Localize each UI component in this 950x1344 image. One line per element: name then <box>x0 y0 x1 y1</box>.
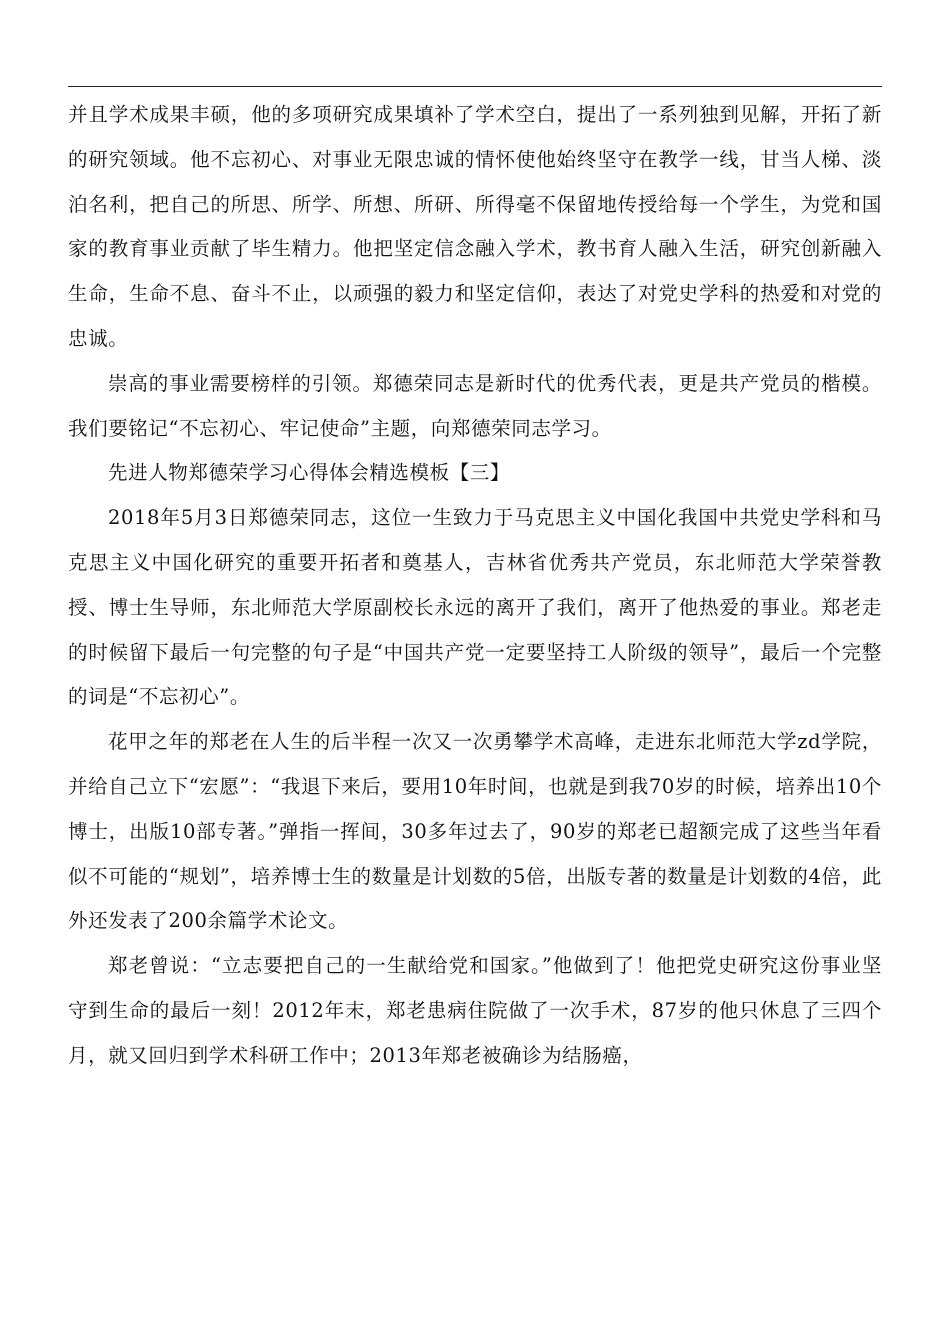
paragraph-passing: 2018年5月3日郑德荣同志，这位一生致力于马克思主义中国化我国中共党史学科和马克思主义中国化研究的重要开拓者和奠基人，吉林省优秀共产党员，东北师范大学荣誉教授、博士生导师，东北师范大学原副校长永远的离开了我们，离开了他热爱的事业。郑老走的时候留下最后一句完整的句子是“中国共产党一定要坚持工人阶级的领导”，最后一个完整的词是“不忘初心”。 <box>68 506 882 709</box>
document-body <box>68 93 882 1079</box>
section-heading: 先进人物郑德荣学习心得体会精选模板【三】 <box>108 461 511 485</box>
paragraph-continued: 并且学术成果丰硕，他的多项研究成果填补了学术空白，提出了一系列独到见解，开拓了新的研究领域。他不忘初心、对事业无限忠诚的情怀使他始终坚守在教学一线，甘当人梯、淡泊名利，把自己的所思、所学、所想、所研、所得毫不保留地传授给每一个学生，为党和国家的教育事业贡献了毕生精力。他把坚定信念融入学术，教书育人融入生活，研究创新融入生命，生命不息、奋斗不止，以顽强的毅力和坚定信仰，表达了对党史学科的热爱和对党的忠诚。 <box>68 103 882 350</box>
paragraph-vow: 花甲之年的郑老在人生的后半程一次又一次勇攀学术高峰，走进东北师范大学zd学院，并给自己立下“宏愿”：“我退下来后，要用10年时间，也就是到我70岁的时候，培养出10个博士，出版10部专著。”弹指一挥间，30多年过去了，90岁的郑老已超额完成了这些当年看似不可能的“规划”，培养博士生的数量是计划数的5倍，出版专著的数量是计划数的4倍，此外还发表了200余篇学术论文。 <box>68 730 882 933</box>
paragraph-dedication: 郑老曾说：“立志要把自己的一生献给党和国家。”他做到了！他把党史研究这份事业坚守到生命的最后一刻！2012年末，郑老患病住院做了一次手术，87岁的他只休息了三四个月，就又回归到学术科研工作中；2013年郑老被确诊为结肠癌， <box>68 954 882 1067</box>
header-rule <box>68 86 882 87</box>
paragraph-role-model: 崇高的事业需要榜样的引领。郑德荣同志是新时代的优秀代表，更是共产党员的楷模。我们要铭记“不忘初心、牢记使命”主题，向郑德荣同志学习。 <box>68 371 882 440</box>
